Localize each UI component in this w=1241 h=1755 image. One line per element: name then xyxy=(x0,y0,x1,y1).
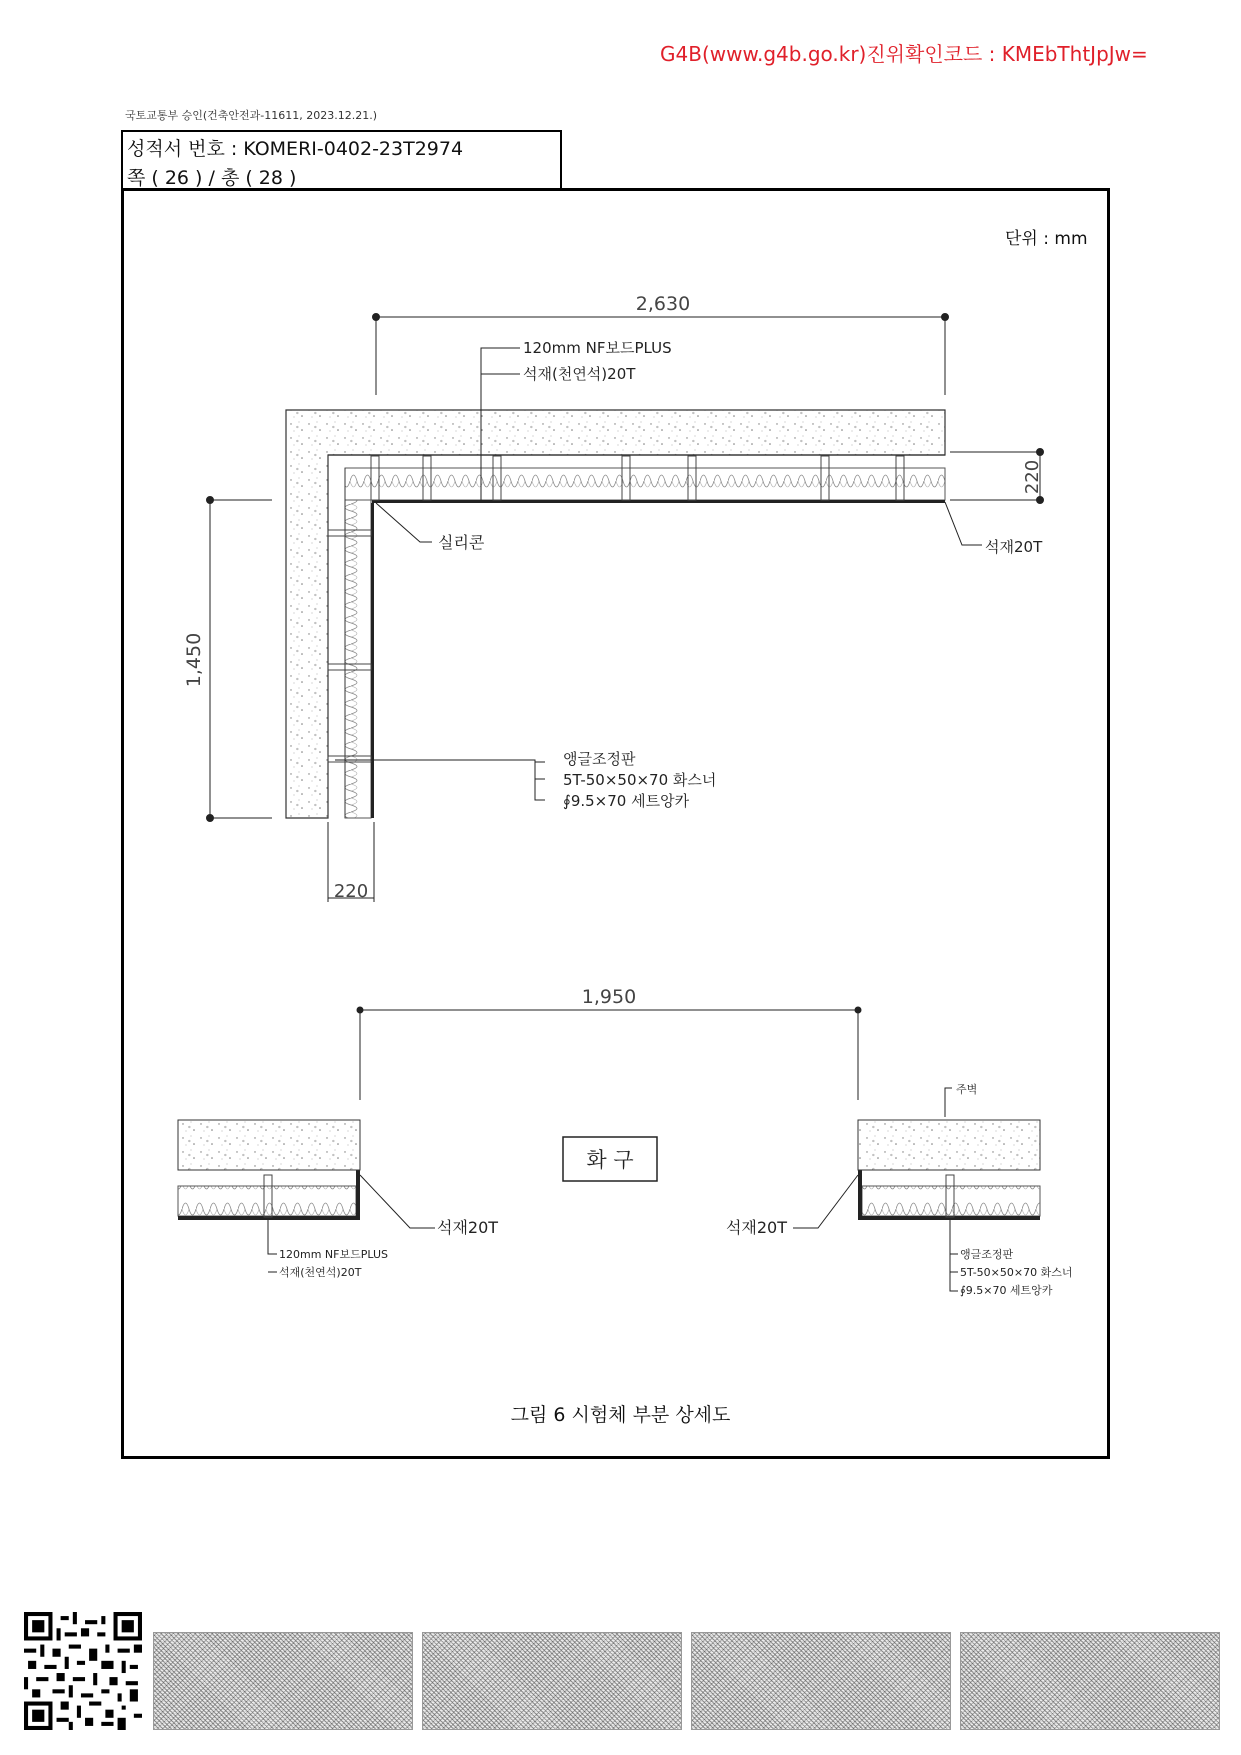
label-angle-bottom: 앵글조정판 xyxy=(960,1248,1014,1261)
security-pattern-3 xyxy=(691,1632,951,1730)
qr-code-icon xyxy=(24,1612,142,1730)
label-wall: 주벽 xyxy=(956,1083,978,1096)
dimensions-top xyxy=(207,314,1044,903)
label-board-top: 120mm NF보드PLUS xyxy=(523,339,672,357)
label-silicone: 실리콘 xyxy=(438,533,485,552)
label-washer-bottom: 5T-50×50×70 화스너 xyxy=(960,1266,1073,1279)
dim-thick-bottom: 220 xyxy=(333,881,369,902)
label-board-bottom: 120mm NF보드PLUS xyxy=(279,1248,388,1261)
label-anchor-top: ∮9.5×70 세트앙카 xyxy=(563,792,690,810)
security-pattern-2 xyxy=(422,1632,682,1730)
insulation-right xyxy=(862,1186,1040,1216)
security-pattern-1 xyxy=(153,1632,413,1730)
unit-label: 단위 : mm xyxy=(1005,229,1088,249)
top-section xyxy=(183,293,1044,902)
security-pattern-4 xyxy=(960,1632,1220,1730)
insulation-left xyxy=(178,1186,356,1216)
label-stone-natural-bottom: 석재(천연석)20T xyxy=(279,1266,362,1279)
stone-plate-vertical xyxy=(371,503,374,818)
dim-height-top: 1,450 xyxy=(183,632,205,688)
insulation-vertical xyxy=(345,500,371,818)
report-number: 성적서 번호 : KOMERI-0402-23T2974 xyxy=(127,138,464,160)
label-fire: 화 구 xyxy=(586,1148,634,1172)
insulation-horizontal xyxy=(345,468,945,500)
concrete-left xyxy=(178,1120,360,1170)
page-number: 쪽 ( 26 ) / 총 ( 28 ) xyxy=(127,167,297,189)
label-angle-top: 앵글조정판 xyxy=(563,750,636,768)
dimensions-bottom xyxy=(357,1007,861,1100)
verification-code: G4B(www.g4b.go.kr)진위확인코드 : KMEbThtJpJw= xyxy=(660,42,1148,66)
dim-width-top: 2,630 xyxy=(635,293,691,315)
figure-caption: 그림 6 시험체 부분 상세도 xyxy=(510,1404,731,1426)
concrete-right xyxy=(858,1120,1040,1170)
label-stone-right: 석재20T xyxy=(725,1218,787,1237)
label-anchor-bottom: ∮9.5×70 세트앙카 xyxy=(960,1284,1053,1297)
dim-width-bottom: 1,950 xyxy=(581,986,637,1008)
stone-plate-horizontal xyxy=(372,500,945,503)
bottom-section xyxy=(178,986,1072,1297)
label-washer-top: 5T-50×50×70 화스너 xyxy=(563,771,717,789)
label-stone-top: 석재20T xyxy=(985,538,1043,556)
label-stone-left: 석재20T xyxy=(437,1218,499,1237)
dim-thick-right: 220 xyxy=(1022,459,1043,495)
label-stone-natural-top: 석재(천연석)20T xyxy=(523,365,636,383)
approval-note: 국토교통부 승인(건축안전과-11611, 2023.12.21.) xyxy=(125,109,378,122)
